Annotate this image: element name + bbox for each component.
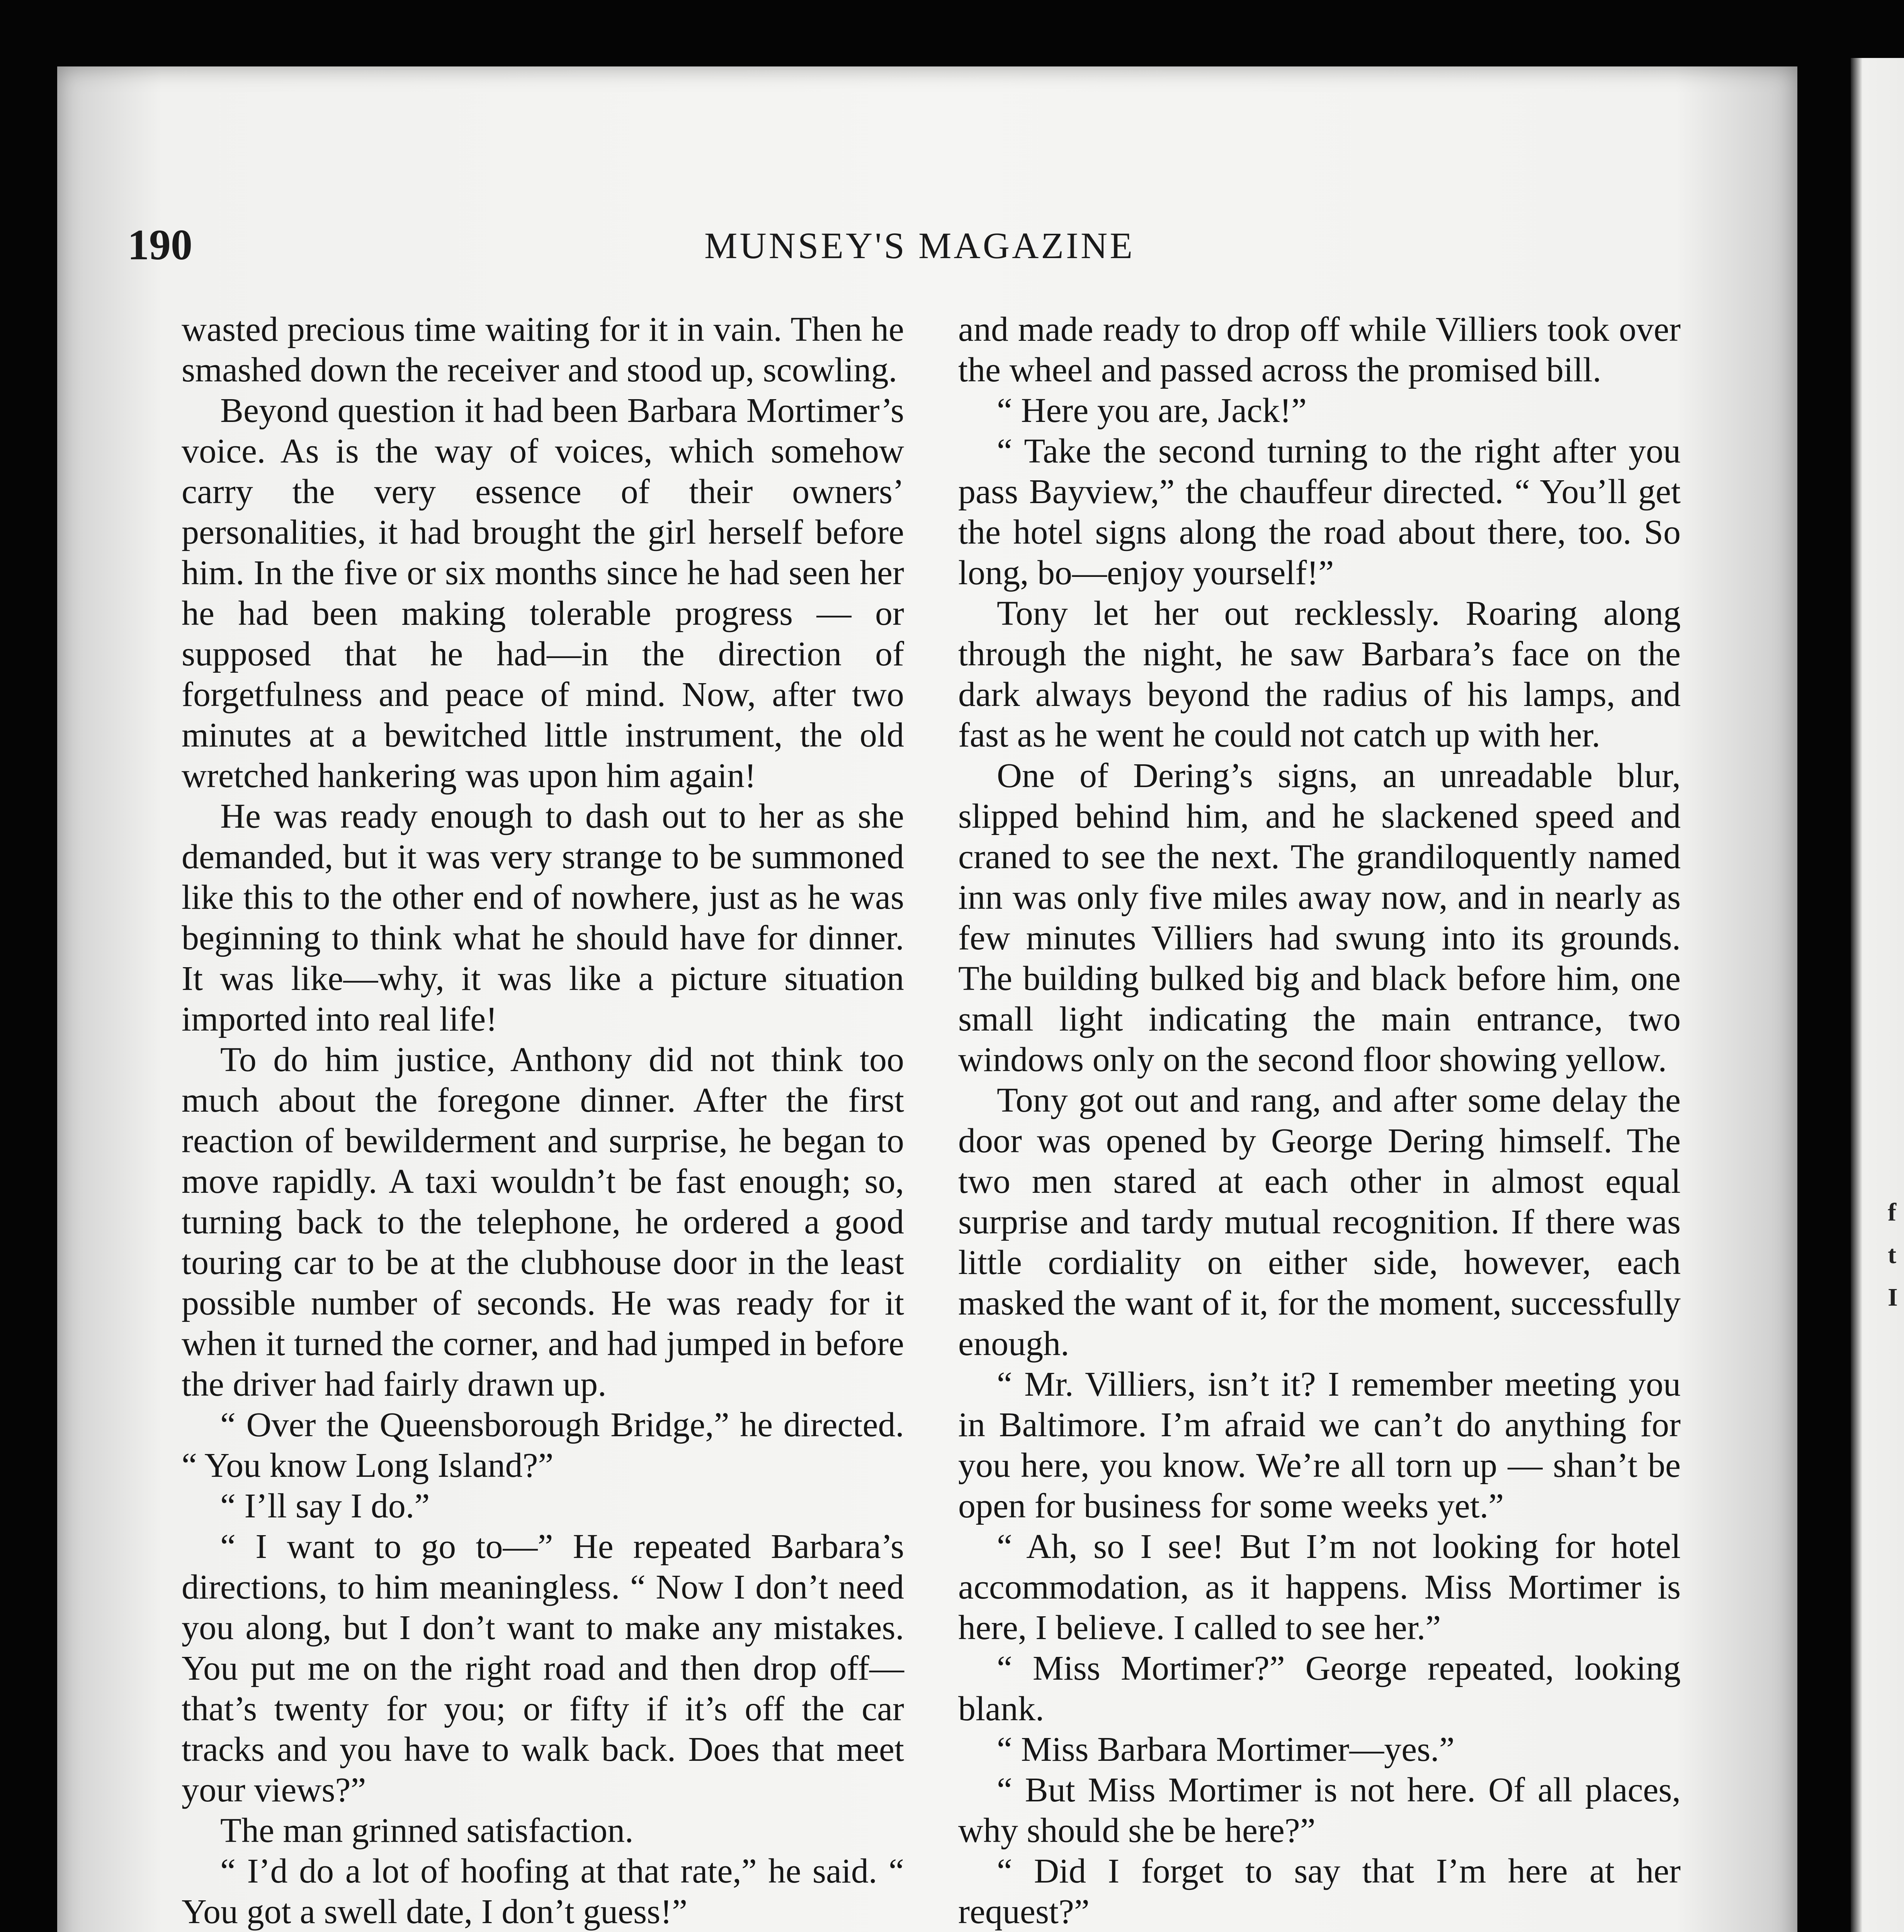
paragraph: “ Over the Queensborough Bridge,” he directed. “ You know Long Island?” (182, 1406, 904, 1485)
paragraph: Tony got out and rang, and after some delay the door was opened by George Dering himself. The two men stared at each other in almost equal surprise and tardy mutual recognition. If there was little cordiality on either side, however, each masked the want of it, for the moment, successfully enough. (958, 1081, 1681, 1363)
page-number: 190 (128, 221, 192, 269)
text-columns (182, 309, 1681, 1932)
running-head: MUNSEY'S MAGAZINE (704, 225, 1135, 266)
paragraph: “ I’ll say I do.” (220, 1487, 430, 1525)
paragraph: “ Miss Barbara Mortimer—yes.” (997, 1730, 1455, 1769)
paragraph: “ I’d do a lot of hoofing at that rate,” he said. “ You got a swell date, I don’t guess!” (182, 1852, 904, 1931)
paragraph: “ I want to go to—” He repeated Barbara’s directions, to him meaningless. “ Now I don’t need you along, but I don’t want to make any mistakes. You put me on the right road and then drop off—that’s twenty for you; or fifty if it’s off the car tracks and you have to walk back. Does that meet your views?” (182, 1527, 904, 1809)
paragraph: and made ready to drop off while Villiers took over the wheel and passed across the promised bill. (958, 310, 1681, 389)
paragraph: wasted precious time waiting for it in vain. Then he smashed down the receiver and stood up, scowling. (182, 310, 904, 389)
left-column (182, 309, 904, 1932)
paragraph: “ Ah, so I see! But I’m not looking for hotel accommodation, as it happens. Miss Mortimer is here, I believe. I called to see her.” (958, 1527, 1681, 1647)
paragraph: “ Mr. Villiers, isn’t it? I remember meeting you in Baltimore. I’m afraid we can’t do anything for you here, you know. We’re all torn up — shan’t be open for business for some weeks yet.” (958, 1365, 1681, 1525)
page-header (128, 220, 1712, 270)
paragraph: Beyond question it had been Barbara Mortimer’s voice. As is the way of voices, which somehow carry the very essence of their owners’ personalities, it had brought the girl herself before him. In the five or six months since he had seen her he had been making tolerable progress — or supposed that he had—in the direction of forgetfulness and peace of mind. Now, after two minutes at a bewitched little instrument, the old wretched hankering was upon him again! (182, 391, 904, 795)
paragraph: “ Take the second turning to the right after you pass Bayview,” the chauffeur directed. “ You’ll get the hotel signs along the road about there, too. So long, bo—enjoy yourself!” (958, 432, 1681, 592)
paragraph: To do him justice, Anthony did not think too much about the foregone dinner. After the first reaction of bewilderment and surprise, he began to move rapidly. A taxi wouldn’t be fast enough; so, turning back to the telephone, he ordered a good touring car to be at the clubhouse door in the least possible number of seconds. He was ready for it when it turned the corner, and had jumped in before the driver had fairly drawn up. (182, 1041, 904, 1403)
paragraph: “ But Miss Mortimer is not here. Of all places, why should she be here?” (958, 1771, 1681, 1850)
paragraph: He was ready enough to dash out to her as she demanded, but it was very strange to be summoned like this to the other end of nowhere, just as he was beginning to think what he should have for dinner. It was like—why, it was like a picture situation imported into real life! (182, 797, 904, 1038)
paragraph: “ Miss Mortimer?” George repeated, looking blank. (958, 1649, 1681, 1728)
paragraph: One of Dering’s signs, an unreadable blur, slipped behind him, and he slackened speed and craned to see the next. The grandiloquently named inn was only five miles away now, and in nearly as few minutes Villiers had swung into its grounds. The building bulked big and black before him, one small light indicating the main entrance, two windows only on the second floor showing yellow. (958, 757, 1681, 1079)
paragraph: “ Here you are, Jack!” (997, 391, 1307, 430)
facing-page-edge: f t I (1851, 58, 1904, 1932)
paragraph: Tony let her out recklessly. Roaring along through the night, he saw Barbara’s face on the dark always beyond the radius of his lamps, and fast as he went he could not catch up with her. (958, 594, 1681, 754)
paragraph: The man grinned satisfaction. (220, 1811, 634, 1850)
paragraph: “ Did I forget to say that I’m here at her request?” (958, 1852, 1681, 1931)
right-column (958, 309, 1681, 1932)
